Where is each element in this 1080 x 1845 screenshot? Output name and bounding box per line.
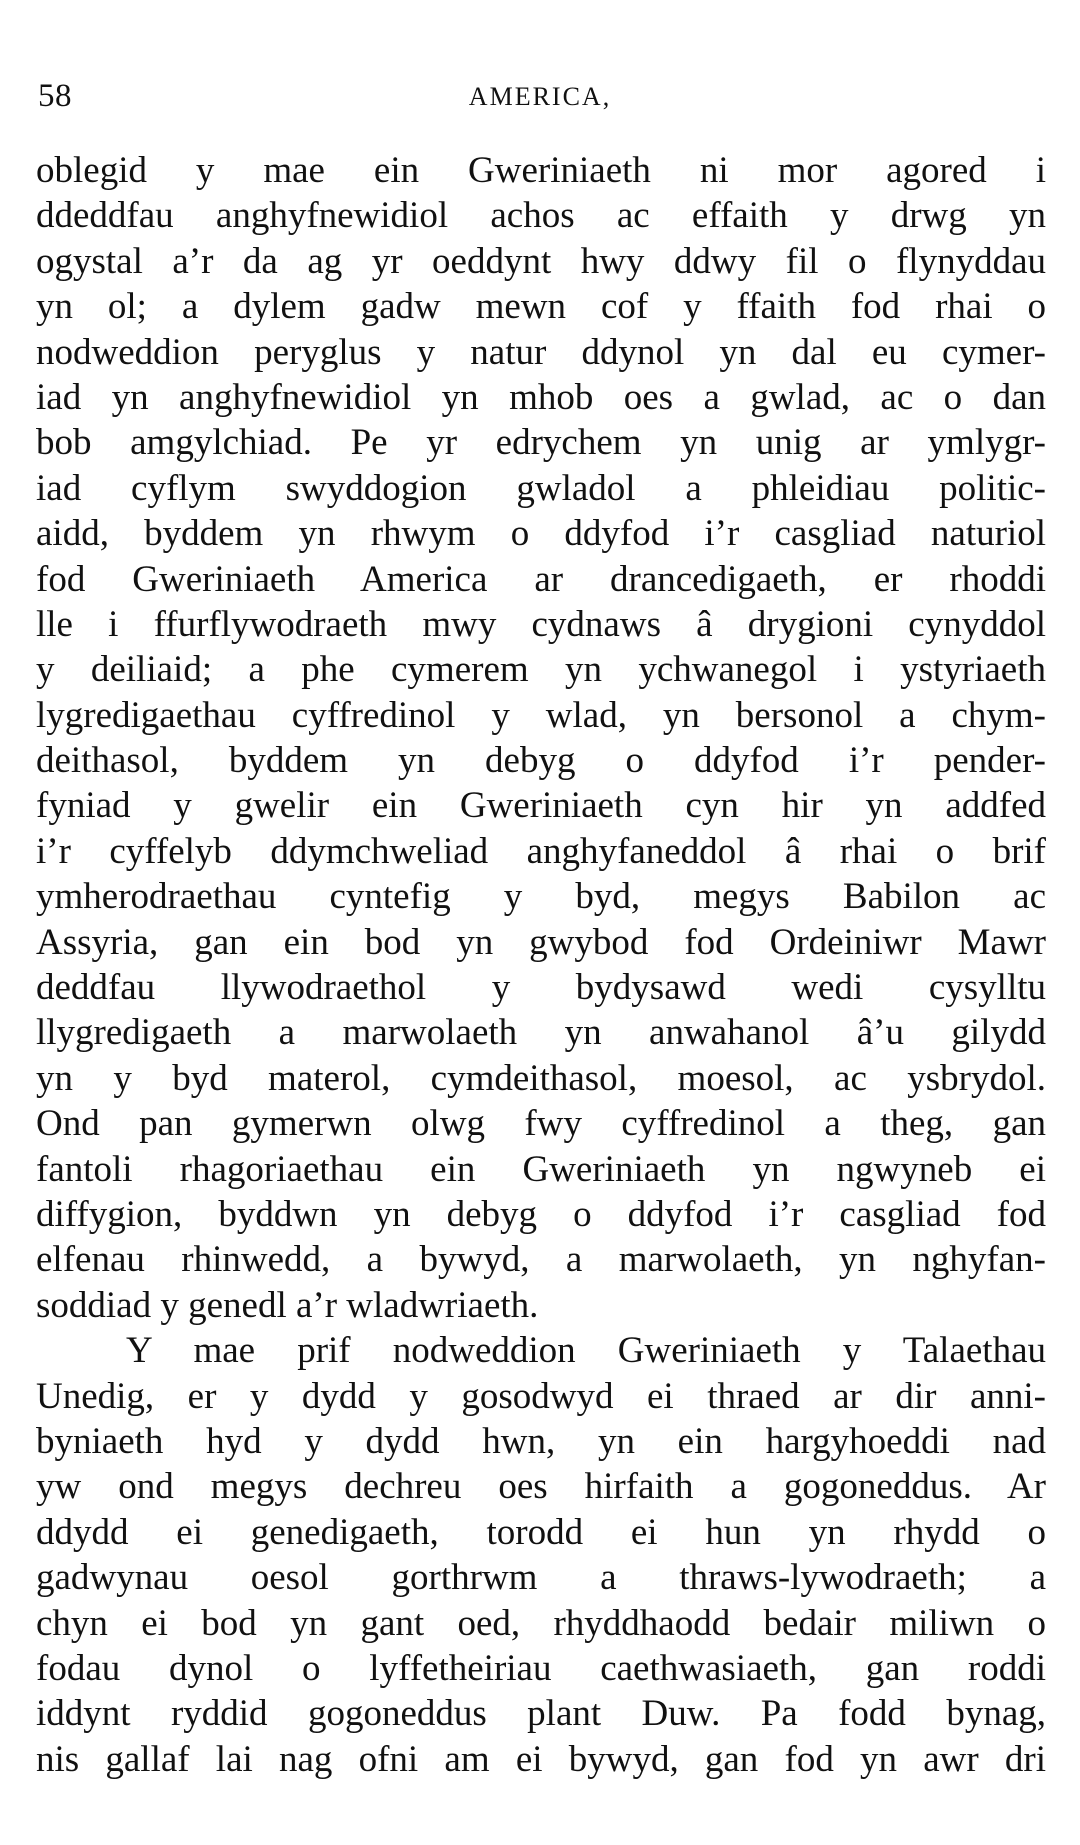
text-line: nis gallaf lai nag ofni am ei bywyd, gan fod yn awr dri <box>36 1738 1046 1780</box>
text-line: llygredigaeth a marwolaeth yn anwahanol â’u gilydd <box>36 1012 1046 1054</box>
text-line: deddfau llywodraethol y bydysawd wedi cysylltu <box>36 967 1046 1009</box>
paragraph <box>36 148 1046 1328</box>
text-line: yw ond megys dechreu oes hirfaith a gogoneddus. Ar <box>36 1466 1046 1508</box>
text-line: diffygion, byddwn yn debyg o ddyfod i’r casgliad fod <box>36 1193 1046 1235</box>
text-line: soddiad y genedl a’r wladwriaeth. <box>36 1284 539 1326</box>
page-number: 58 <box>38 78 72 114</box>
text-line: bob amgylchiad. Pe yr edrychem yn unig ar ymlygr- <box>36 422 1046 464</box>
text-line: fantoli rhagoriaethau ein Gweriniaeth yn ngwyneb ei <box>36 1148 1046 1190</box>
text-line: fod Gweriniaeth America ar drancedigaeth, er rhoddi <box>36 558 1046 600</box>
text-line: Y mae prif nodweddion Gweriniaeth y Talaethau <box>126 1330 1046 1372</box>
text-line: nodweddion peryglus y natur ddynol yn dal eu cymer- <box>36 331 1046 373</box>
text-line: iddynt ryddid gogoneddus plant Duw. Pa fodd bynag, <box>36 1693 1046 1735</box>
text-line: Assyria, gan ein bod yn gwybod fod Ordeiniwr Mawr <box>36 921 1046 963</box>
text-line: gadwynau oesol gorthrwm a thraws-lywodraeth; a <box>36 1557 1046 1599</box>
text-line: lygredigaethau cyffredinol y wlad, yn bersonol a chym- <box>36 694 1046 736</box>
text-line: yn ol; a dylem gadw mewn cof y ffaith fod rhai o <box>36 286 1046 328</box>
text-line: iad cyflym swyddogion gwladol a phleidiau politic- <box>36 467 1046 509</box>
text-line: Unedig, er y dydd y gosodwyd ei thraed ar dir anni- <box>36 1375 1046 1417</box>
text-line: oblegid y mae ein Gweriniaeth ni mor agored i <box>36 150 1046 191</box>
running-head <box>38 78 1042 122</box>
paragraph <box>36 1328 1046 1782</box>
body-text <box>36 148 1046 1782</box>
text-line: iad yn anghyfnewidiol yn mhob oes a gwlad, ac o dan <box>36 376 1046 418</box>
text-line: byniaeth hyd y dydd hwn, yn ein hargyhoeddi nad <box>36 1420 1046 1462</box>
text-line: elfenau rhinwedd, a bywyd, a marwolaeth, yn nghyfan- <box>36 1239 1046 1281</box>
text-line: yn y byd materol, cymdeithasol, moesol, ac ysbrydol. <box>36 1057 1046 1099</box>
text-line: aidd, byddem yn rhwym o ddyfod i’r casgliad naturiol <box>36 513 1046 555</box>
text-line: ddeddfau anghyfnewidiol achos ac effaith y drwg yn <box>36 195 1046 237</box>
text-line: y deiliaid; a phe cymerem yn ychwanegol i ystyriaeth <box>36 649 1046 691</box>
text-line: deithasol, byddem yn debyg o ddyfod i’r pender- <box>36 740 1046 782</box>
text-line: Ond pan gymerwn olwg fwy cyffredinol a theg, gan <box>36 1103 1046 1145</box>
text-line: ymherodraethau cyntefig y byd, megys Babilon ac <box>36 876 1046 918</box>
text-line: i’r cyffelyb ddymchweliad anghyfaneddol â rhai o brif <box>36 830 1046 872</box>
text-line: fodau dynol o lyffetheiriau caethwasiaeth, gan roddi <box>36 1647 1046 1689</box>
running-title: AMERICA, <box>468 82 612 111</box>
text-line: chyn ei bod yn gant oed, rhyddhaodd bedair miliwn o <box>36 1602 1046 1644</box>
text-line: lle i ffurflywodraeth mwy cydnaws â drygioni cynyddol <box>36 603 1046 645</box>
text-line: ddydd ei genedigaeth, torodd ei hun yn rhydd o <box>36 1511 1046 1553</box>
text-line: ogystal a’r da ag yr oeddynt hwy ddwy fil o flynyddau <box>36 240 1046 282</box>
text-line: fyniad y gwelir ein Gweriniaeth cyn hir yn addfed <box>36 785 1046 827</box>
